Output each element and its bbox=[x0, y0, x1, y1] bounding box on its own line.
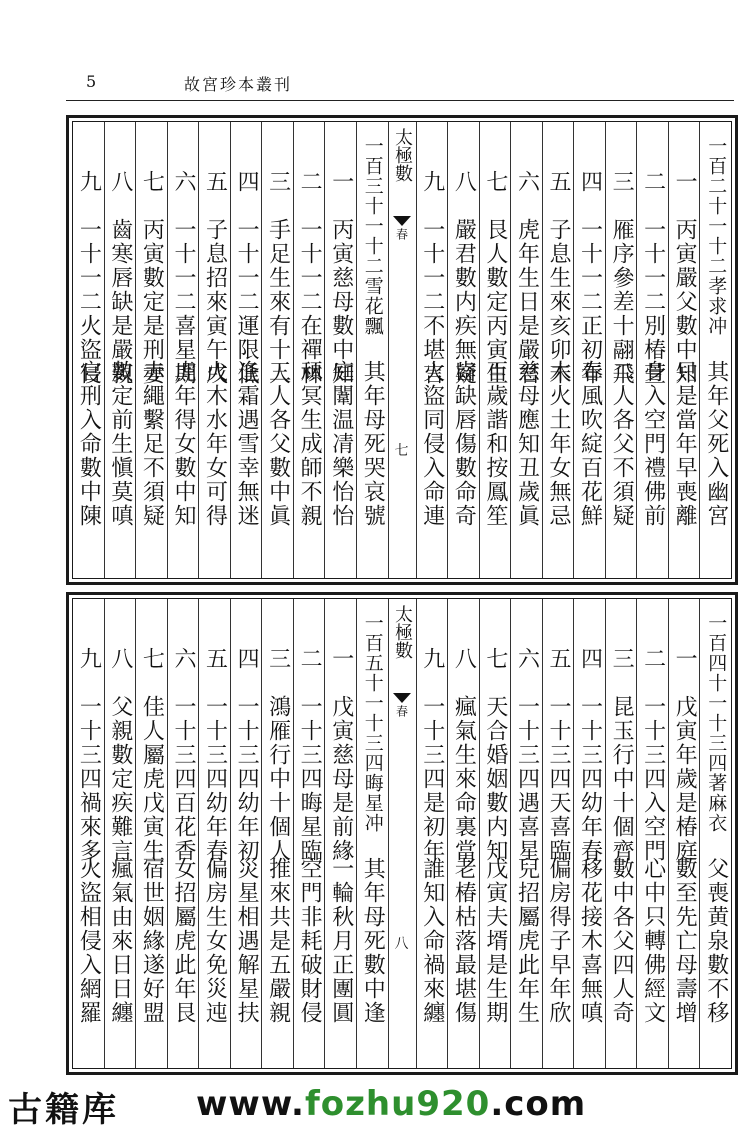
left-row-column bbox=[73, 599, 104, 1068]
verse-upper: 鴻雁行中十個人 bbox=[265, 695, 291, 863]
verse-lower: 推來共是五嚴親 bbox=[265, 857, 291, 1025]
right-row-column bbox=[636, 599, 668, 1068]
right-row-column bbox=[636, 122, 668, 578]
left-row-column bbox=[167, 122, 199, 578]
left-title-column bbox=[356, 599, 388, 1068]
verse-lower: 移花接木喜無嗔 bbox=[577, 857, 603, 1025]
row-number: 八 bbox=[451, 647, 477, 671]
verse-upper: 戊寅年歲是椿庭 bbox=[672, 695, 698, 863]
verse-upper: 子息生來亥卯未 bbox=[545, 218, 571, 386]
verse-upper: 一十三四幼年初 bbox=[234, 695, 260, 863]
left-row-column bbox=[104, 122, 136, 578]
row-number: 八 bbox=[107, 647, 133, 671]
left-row-column bbox=[324, 599, 356, 1068]
entry-summary: 其年父死入幽宮 bbox=[703, 360, 729, 528]
verse-upper: 一十三四入空門 bbox=[640, 695, 666, 863]
watermark-brand: 古籍库 bbox=[8, 1090, 119, 1130]
verse-lower: 庭闈温凊樂怡怡 bbox=[328, 360, 354, 528]
row-number: 一 bbox=[672, 170, 698, 194]
verse-lower: 一輪秋月正團圓 bbox=[328, 857, 354, 1025]
verse-lower: 空門非耗破財侵 bbox=[297, 857, 323, 1025]
verse-lower: 火盜同侵入命連 bbox=[419, 360, 445, 528]
header-rule bbox=[66, 100, 734, 101]
verse-lower: 心中只轉佛經文 bbox=[640, 857, 666, 1025]
right-row-column bbox=[447, 599, 479, 1068]
entry-summary: 其年母死數中逢 bbox=[360, 857, 386, 1025]
url-prefix: www. bbox=[196, 1084, 305, 1124]
fishtail-mark-icon bbox=[393, 693, 411, 703]
verse-lower: 數中各父四人奇 bbox=[609, 857, 635, 1025]
verse-upper: 一十三四遇喜星 bbox=[514, 695, 540, 863]
top-panel bbox=[66, 115, 738, 585]
row-number: 二 bbox=[297, 170, 323, 194]
center-fold-column bbox=[388, 599, 416, 1068]
verse-lower: 火盜相侵入網羅 bbox=[76, 857, 102, 1025]
verse-lower: 官刑入命數中陳 bbox=[76, 360, 102, 528]
verse-lower: 二人各父不須疑 bbox=[609, 360, 635, 528]
entry-summary: 其年母死哭哀號 bbox=[360, 360, 386, 528]
verse-upper: 一十三四禍來多 bbox=[76, 695, 102, 863]
verse-lower: 老椿枯落最堪傷 bbox=[451, 857, 477, 1025]
right-row-column bbox=[447, 122, 479, 578]
fold-subtitle: 春 bbox=[394, 705, 409, 717]
verse-upper: 瘋氣生來命裏當 bbox=[451, 695, 477, 863]
right-row-column bbox=[573, 599, 605, 1068]
verse-upper: 齒寒唇缺是嚴親 bbox=[107, 218, 133, 386]
fold-title: 太極數 bbox=[392, 128, 414, 182]
verse-lower: 火木水年女可得 bbox=[202, 360, 228, 528]
verse-upper: 一十一二正初年 bbox=[577, 218, 603, 386]
right-row-column bbox=[510, 599, 542, 1068]
right-row-column bbox=[668, 122, 700, 578]
row-number: 五 bbox=[202, 170, 228, 194]
row-number: 一 bbox=[672, 647, 698, 671]
verse-lower: 百歲諧和按鳳笙 bbox=[482, 360, 508, 528]
row-number: 五 bbox=[545, 647, 571, 671]
entry-title: 一百五十一十三四晦星冲 bbox=[361, 613, 384, 833]
right-row-column bbox=[605, 599, 637, 1068]
verse-upper: 子息招來寅午戌 bbox=[202, 218, 228, 386]
row-number: 二 bbox=[297, 647, 323, 671]
row-number: 八 bbox=[107, 170, 133, 194]
verse-lower: 春風吹綻百花鮮 bbox=[577, 360, 603, 528]
row-number: 四 bbox=[577, 170, 603, 194]
verse-upper: 一十一二喜星期 bbox=[170, 218, 196, 386]
verse-lower: 只是當年早喪離 bbox=[672, 360, 698, 528]
left-row-column bbox=[73, 122, 104, 578]
left-row-column bbox=[230, 122, 262, 578]
verse-lower: 偏房生女免災迍 bbox=[202, 857, 228, 1025]
verse-lower: 戊寅夫壻是生期 bbox=[482, 857, 508, 1025]
row-number: 一 bbox=[328, 647, 354, 671]
verse-lower: 女招屬虎此年艮 bbox=[170, 857, 196, 1025]
verse-upper: 丙寅慈母數中知 bbox=[328, 218, 354, 386]
verse-lower: 兒招屬虎此年生 bbox=[514, 857, 540, 1025]
verse-upper: 一十一二別椿萱 bbox=[640, 218, 666, 386]
verse-upper: 佳人屬虎戊寅生 bbox=[139, 695, 165, 863]
verse-lower: 數至先亡母壽增 bbox=[672, 857, 698, 1025]
row-number: 三 bbox=[609, 170, 635, 194]
row-number: 九 bbox=[76, 647, 102, 671]
verse-lower: 虎年得女數中知 bbox=[170, 360, 196, 528]
url-highlight: fozhu920 bbox=[304, 1084, 491, 1124]
row-number: 四 bbox=[234, 647, 260, 671]
verse-upper: 父親數定疾難言 bbox=[107, 695, 133, 863]
row-number: 二 bbox=[640, 170, 666, 194]
verse-upper: 一十三四晦星臨 bbox=[297, 695, 323, 863]
row-number: 四 bbox=[234, 170, 260, 194]
folio-number: 七 bbox=[394, 443, 409, 459]
left-row-column bbox=[261, 599, 293, 1068]
right-row-column bbox=[479, 599, 511, 1068]
top-columns bbox=[73, 122, 731, 578]
row-number: 二 bbox=[640, 647, 666, 671]
entry-title: 一百四十一十三四著麻衣 bbox=[705, 613, 728, 833]
entry-title: 一百三十一十二雪花飄 bbox=[361, 136, 384, 336]
row-number: 五 bbox=[202, 647, 228, 671]
verse-lower: 逢霜遇雪幸無迷 bbox=[234, 360, 260, 528]
verse-upper: 天合婚姻數内知 bbox=[482, 695, 508, 863]
row-number: 六 bbox=[170, 170, 196, 194]
verse-lower: 赤繩繫足不須疑 bbox=[139, 360, 165, 528]
right-row-column bbox=[605, 122, 637, 578]
verse-upper: 一十一二火盜侵 bbox=[76, 218, 102, 386]
verse-upper: 手足生來有十人 bbox=[265, 218, 291, 386]
row-number: 六 bbox=[170, 647, 196, 671]
row-number: 七 bbox=[139, 647, 165, 671]
url-suffix: .com bbox=[490, 1084, 587, 1124]
bottom-columns bbox=[73, 599, 731, 1068]
verse-lower: 頑冥生成師不親 bbox=[297, 360, 323, 528]
row-number: 六 bbox=[514, 170, 540, 194]
right-row-column bbox=[416, 122, 448, 578]
left-title-column bbox=[356, 122, 388, 578]
left-row-column bbox=[293, 599, 325, 1068]
left-row-column bbox=[293, 122, 325, 578]
verse-lower: 三人各父數中眞 bbox=[265, 360, 291, 528]
row-number: 一 bbox=[328, 170, 354, 194]
watermark bbox=[0, 1080, 748, 1130]
right-title-column bbox=[699, 122, 731, 578]
verse-upper: 一十三四百花香 bbox=[170, 695, 196, 863]
row-number: 九 bbox=[419, 170, 445, 194]
verse-upper: 雁序參差十翮飛 bbox=[609, 218, 635, 386]
verse-lower: 偏房得子早年欣 bbox=[545, 857, 571, 1025]
right-row-column bbox=[668, 599, 700, 1068]
entry-summary: 父喪黄泉數不移 bbox=[703, 857, 729, 1025]
fold-subtitle: 春 bbox=[394, 228, 409, 240]
left-row-column bbox=[324, 122, 356, 578]
series-title: 故宮珍本叢刊 bbox=[184, 75, 293, 94]
verse-lower: 齒缺唇傷數命奇 bbox=[451, 360, 477, 528]
verse-upper: 一十三四幼年春 bbox=[577, 695, 603, 863]
verse-lower: 身入空門禮佛前 bbox=[640, 360, 666, 528]
verse-upper: 一十一二在禪林 bbox=[297, 218, 323, 386]
verse-upper: 艮人數定丙寅生 bbox=[482, 218, 508, 386]
fishtail-mark-icon bbox=[393, 216, 411, 226]
verse-lower: 誰知入命禍來纏 bbox=[419, 857, 445, 1025]
row-number: 五 bbox=[545, 170, 571, 194]
page-header bbox=[66, 72, 734, 96]
entry-title: 一百二十一十二孝求冲 bbox=[705, 136, 728, 336]
right-row-column bbox=[510, 122, 542, 578]
verse-lower: 慈母應知丑歲眞 bbox=[514, 360, 540, 528]
verse-upper: 一十一二運限低 bbox=[234, 218, 260, 386]
row-number: 七 bbox=[139, 170, 165, 194]
verse-upper: 虎年生日是嚴君 bbox=[514, 218, 540, 386]
row-number: 四 bbox=[577, 647, 603, 671]
row-number: 九 bbox=[76, 170, 102, 194]
folio-number: 八 bbox=[394, 936, 409, 952]
bottom-panel bbox=[66, 592, 738, 1075]
row-number: 七 bbox=[482, 647, 508, 671]
left-row-column bbox=[261, 122, 293, 578]
right-row-column bbox=[479, 122, 511, 578]
verse-upper: 一十三四天喜臨 bbox=[545, 695, 571, 863]
verse-upper: 一十三四是初年 bbox=[419, 695, 445, 863]
left-row-column bbox=[198, 599, 230, 1068]
row-number: 八 bbox=[451, 170, 477, 194]
right-title-column bbox=[699, 599, 731, 1068]
left-row-column bbox=[104, 599, 136, 1068]
verse-lower: 宿世姻緣遂好盟 bbox=[139, 857, 165, 1025]
right-row-column bbox=[416, 599, 448, 1068]
fold-title: 太極數 bbox=[392, 605, 414, 659]
left-row-column bbox=[167, 599, 199, 1068]
row-number: 六 bbox=[514, 647, 540, 671]
verse-upper: 嚴君數内疾無疑 bbox=[451, 218, 477, 386]
row-number: 三 bbox=[265, 647, 291, 671]
verse-upper: 一十三四幼年春 bbox=[202, 695, 228, 863]
right-row-column bbox=[542, 599, 574, 1068]
left-row-column bbox=[135, 599, 167, 1068]
left-row-column bbox=[198, 122, 230, 578]
right-row-column bbox=[542, 122, 574, 578]
verse-lower: 數定前生愼莫嗔 bbox=[107, 360, 133, 528]
row-number: 三 bbox=[609, 647, 635, 671]
verse-upper: 丙寅數定是刑妻 bbox=[139, 218, 165, 386]
verse-upper: 昆玉行中十個齊 bbox=[609, 695, 635, 863]
left-row-column bbox=[135, 122, 167, 578]
left-row-column bbox=[230, 599, 262, 1068]
watermark-url[interactable] bbox=[196, 1084, 586, 1124]
verse-lower: 瘋氣由來日日纏 bbox=[107, 857, 133, 1025]
center-fold-column bbox=[388, 122, 416, 578]
page-number: 5 bbox=[86, 72, 97, 91]
row-number: 七 bbox=[482, 170, 508, 194]
row-number: 三 bbox=[265, 170, 291, 194]
verse-lower: 木火土年女無忌 bbox=[545, 360, 571, 528]
verse-upper: 丙寅嚴父數中知 bbox=[672, 218, 698, 386]
verse-upper: 戊寅慈母是前緣 bbox=[328, 695, 354, 863]
verse-upper: 一十一二不堪言 bbox=[419, 218, 445, 386]
right-row-column bbox=[573, 122, 605, 578]
verse-lower: 災星相遇解星扶 bbox=[234, 857, 260, 1025]
row-number: 九 bbox=[419, 647, 445, 671]
